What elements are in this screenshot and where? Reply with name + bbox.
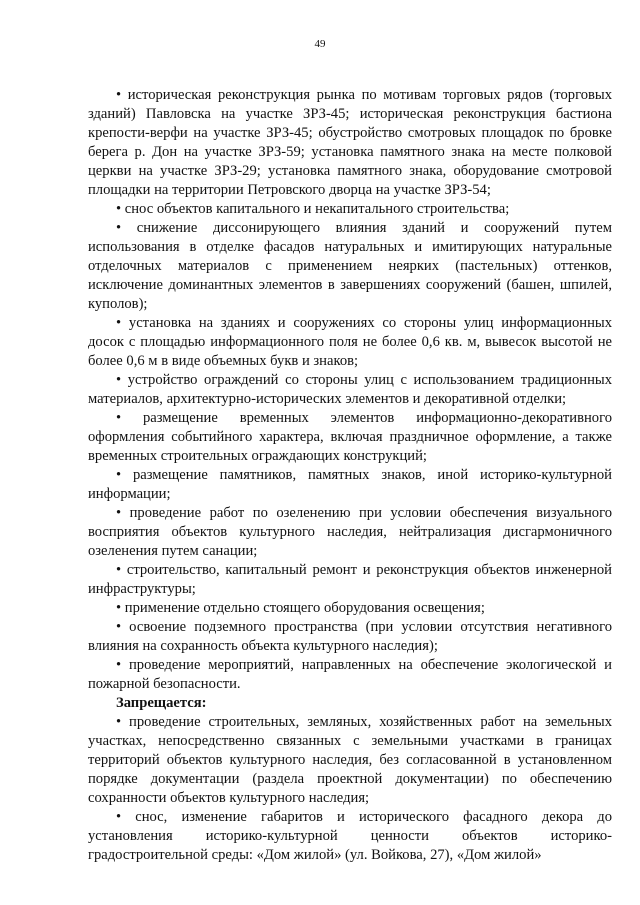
document-body (88, 86, 612, 865)
list-item: • строительство, капитальный ремонт и реконструкция объектов инженерной инфраструктуры; (88, 562, 612, 597)
list-item: • историческая реконструкция рынка по мотивам торговых рядов (торговых зданий) Павловска на участке ЗРЗ-45; историческая реконструкция бастиона крепости-верфи на участке ЗРЗ-45; обустройство смотровых площадок по бровке берега р. Дон на участке ЗРЗ-59; установка памятного знака на месте полковой церкви на участке ЗРЗ-29; установка памятного знака, оборудование смотровой площадки на территории Петровского дворца на участке ЗРЗ-54; (88, 87, 612, 198)
list-item: • снос, изменение габаритов и исторического фасадного декора до установления историко-культурной ценности объектов историко-градостроительной среды: «Дом жилой» (ул. Войкова, 27), «Дом жилой» (88, 809, 612, 863)
prohibited-heading: Запрещается: (116, 695, 207, 711)
list-item: • применение отдельно стоящего оборудования освещения; (116, 600, 485, 616)
list-item: • проведение строительных, земляных, хозяйственных работ на земельных участках, непосредственно связанных с земельными участками в границах территорий объектов культурного наследия, без согласованной в установленном порядке документации (раздела проектной документации) по обеспечению сохранности объектов культурного наследия; (88, 714, 612, 806)
list-item: • размещение памятников, памятных знаков, иной историко-культурной информации; (88, 467, 612, 502)
list-item: • снижение диссонирующего влияния зданий и сооружений путем использования в отделке фасадов натуральных и имитирующих натуральные отделочных материалов с применением неярких (пастельных) оттенков, исключение доминантных элементов в завершениях сооружений (башен, шпилей, куполов); (88, 220, 612, 312)
list-item: • установка на зданиях и сооружениях со стороны улиц информационных досок с площадью информационного поля не более 0,6 кв. м, вывесок высотой не более 0,6 м в виде объемных букв и знаков; (88, 315, 612, 369)
list-item: • проведение мероприятий, направленных на обеспечение экологической и пожарной безопасности. (88, 657, 612, 692)
list-item: • размещение временных элементов информационно-декоративного оформления событийного характера, включая праздничное оформление, а также временных строительных ограждающих конструкций; (88, 410, 612, 464)
page-number: 49 (314, 38, 326, 50)
list-item: • проведение работ по озеленению при условии обеспечения визуального восприятия объектов культурного наследия, нейтрализация дисгармоничного озеленения путем санации; (88, 505, 612, 559)
list-item: • освоение подземного пространства (при условии отсутствия негативного влияния на сохранность объекта культурного наследия); (88, 619, 612, 654)
list-item: • снос объектов капитального и некапитального строительства; (116, 201, 510, 217)
list-item: • устройство ограждений со стороны улиц с использованием традиционных материалов, архитектурно-исторических элементов и декоративной отделки; (88, 372, 612, 407)
